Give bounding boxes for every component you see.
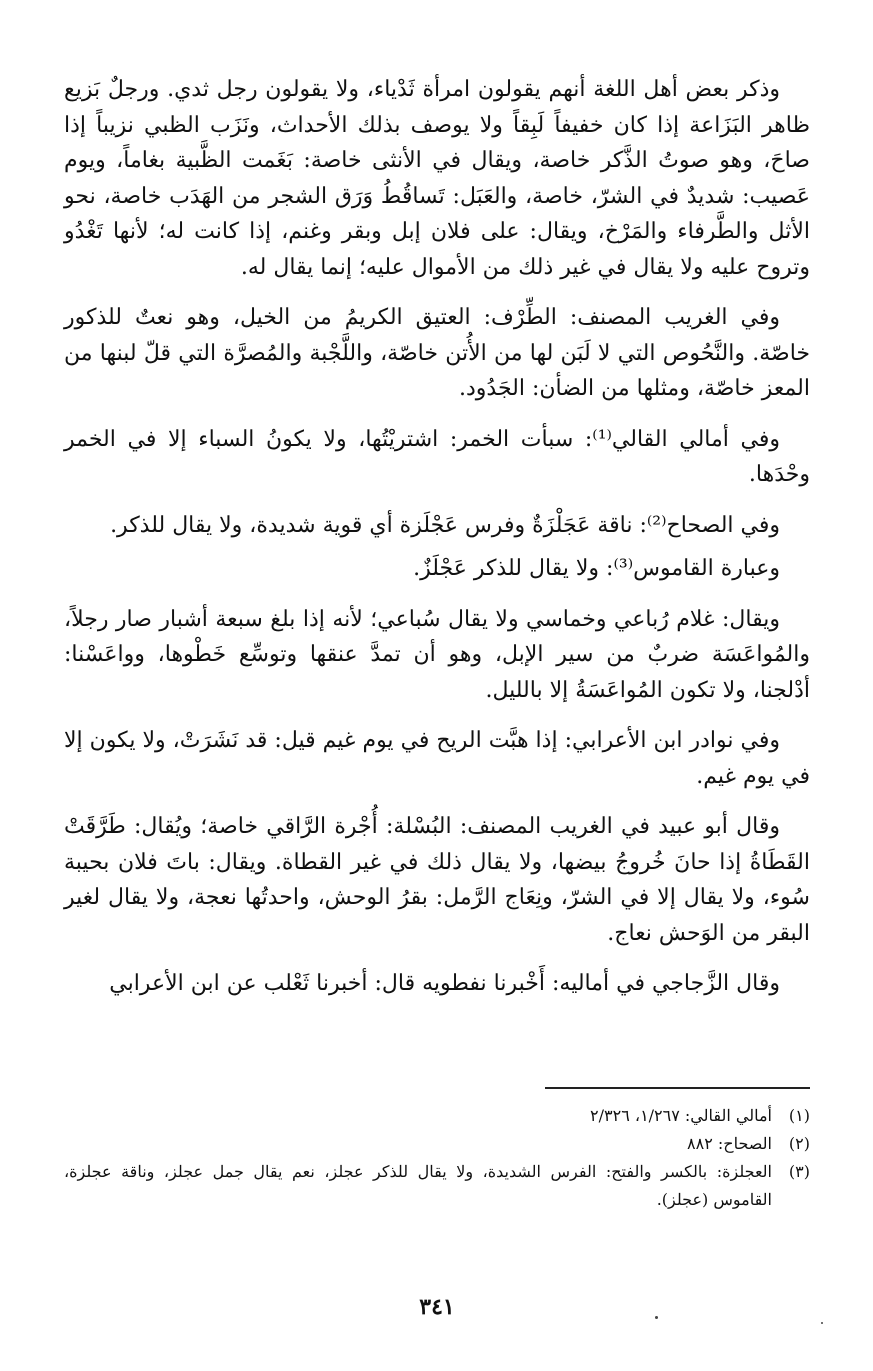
paragraph-9: وقال الزَّجاجي في أماليه: أَخْبرنا نفطويه قال: أخبرنا ثَعْلب عن ابن الأعرابي [109,971,780,996]
paragraph-7: وفي نوادر ابن الأعرابي: إذا هبَّت الريح في يوم غيم قيل: قد نَشَرَتْ، ولا يكون إلا في يوم غيم. [64,728,810,789]
paragraph-8: وقال أبو عبيد في الغريب المصنف: البُسْلة: أُجْرة الرَّاقي خاصة؛ ويُقال: طَرَّقَتْ القَطَاةُ إذا حانَ خُروجُ بيضها، ولا يقال ذلك في غير القطاة. ويقال: باتَ فلان بحيبة سُوء، ولا يقال إلا في الشرّ، ونِعَاج الرَّمل: بقرُ الوحش، واحدتُها نعجة، ولا يقال لغير البقر من الوَحش نعاج. [64,814,810,946]
footnote-number: (١) [788,1106,810,1125]
footnote-text: العجلزة: بالكسر والفتح: الفرس الشديدة، ولا يقال للذكر عجلز، نعم يقال جمل عجلز، وناقة عجلزة، القاموس (عجلز). [64,1162,772,1209]
footnote-2 [64,1130,810,1158]
paragraph-4: وفي الصحاح⁽²⁾: ناقة عَجَلْزَةٌ وفرس عَجْلَزة أي قوية شديدة، ولا يقال للذكر. [110,512,780,538]
page-number: ٣٤١ [419,1294,455,1320]
paragraph-2: وفي الغريب المصنف: الطِّرْف: العتيق الكريمُ من الخيل، وهو نعتٌ للذكور خاصّة. والنَّحُوص التي لا لَبَن لها من الأُتن خاصّة، واللَّجْبة والمُصرَّة التي قلّ لبنها من المعز خاصّة، ومثلها من الضأن: الجَدُود. [64,305,810,401]
scan-speck [821,1322,823,1324]
paragraph-6: ويقال: غلام رُباعي وخماسي ولا يقال سُباعي؛ لأنه إذا بلغ سبعة أشبار صار رجلاً، والمُواعَسَة ضربٌ من سير الإبل، وهو أن تمدَّ عنقها وتوسِّع خَطْوها، وواعَسْنا: أدْلجنا، ولا تكون المُواعَسَةُ إلا بالليل. [64,606,810,703]
footnote-number: (٢) [788,1134,810,1153]
paragraph-3: وفي أمالي القالي⁽¹⁾: سبأت الخمر: اشتريْتُها، ولا يكونُ السباء إلا في الخمر وحْدَها. [64,426,810,487]
paragraph-1: وذكر بعض أهل اللغة أنهم يقولون امرأة ثَدْياء، ولا يقولون رجل ثدي. ورجلٌ بَزيع ظاهر البَزَاعة إذا كان خفيفاً لَبِقاً ولا يوصف بذلك الأحداث، ونَزَب الظبي نزيباً إذا صاحَ، وهو صوتُ الذَّكر خاصة، ويقال في الأنثى خاصة: بَغَمت الظَّبية بغاماً، ويوم عَصيب: شديدٌ في الشرّ، خاصة، والعَبَل: تَساقُطُ وَرَق الشجر من الهَدَب خاصة، نحو الأثل والطَّرفاء والمَرْخ، ويقال: على فلان إبل وبقر وغنم، إذا كانت له؛ لأنها تَغْدُو وتروح عليه ولا يقال في غير ذلك من الأموال عليه؛ إنما يقال له. [64,77,810,280]
footnote-text: الصحاح: ٨٨٢ [687,1134,772,1153]
paragraph-5: وعبارة القاموس⁽³⁾: ولا يقال للذكر عَجْلَزٌ. [413,556,780,581]
book-page [64,72,810,1352]
footnotes [64,1102,810,1214]
footnote-text: أمالي القالي: ١/٢٦٧، ٢/٣٢٦ [590,1106,772,1125]
footnote-1 [64,1102,810,1130]
scan-speck [655,1316,658,1319]
main-text [64,72,810,1002]
footnote-3 [64,1158,810,1214]
footnote-number: (٣) [788,1162,810,1181]
footnote-divider [545,1087,810,1089]
